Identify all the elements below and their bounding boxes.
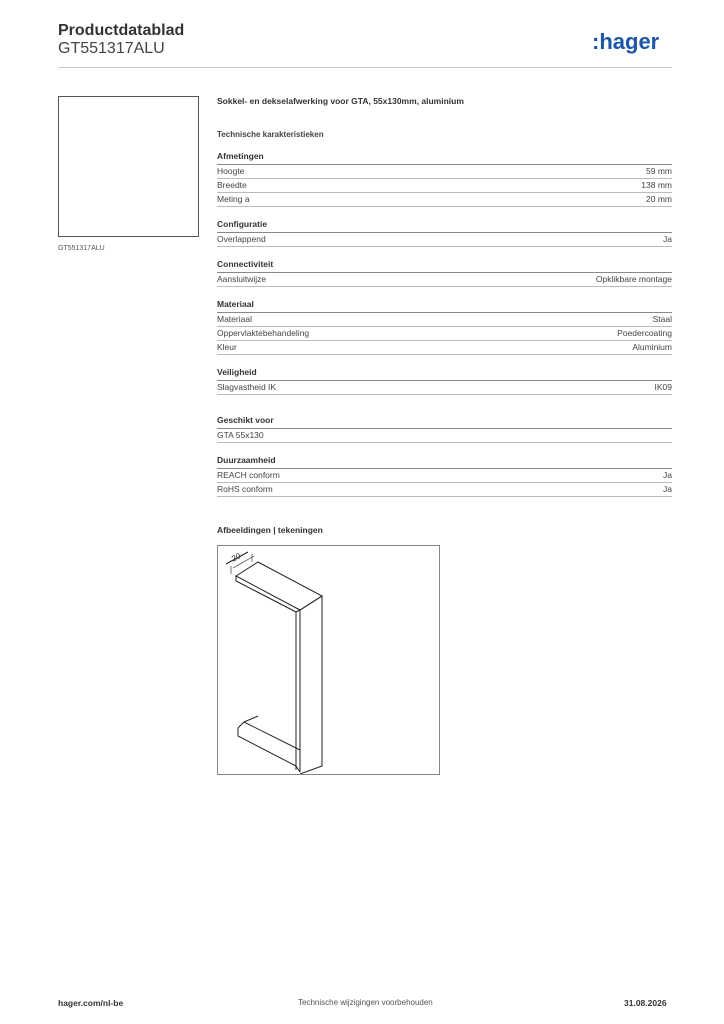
dimension-label: 20 bbox=[230, 551, 243, 564]
spec-group-title: Veiligheid bbox=[217, 367, 672, 381]
spec-group bbox=[217, 259, 672, 287]
spec-group bbox=[217, 367, 672, 395]
spec-group bbox=[217, 455, 672, 497]
spec-group-title: Duurzaamheid bbox=[217, 455, 672, 469]
spec-row bbox=[217, 273, 672, 287]
drawing-svg bbox=[218, 546, 439, 774]
spec-groups bbox=[217, 151, 672, 497]
spec-label: Overlappend bbox=[217, 234, 266, 244]
spec-value: Ja bbox=[663, 234, 672, 244]
technical-drawing bbox=[217, 545, 440, 775]
spec-group bbox=[217, 415, 672, 443]
spec-group bbox=[217, 299, 672, 355]
spec-row bbox=[217, 469, 672, 483]
footer-website[interactable]: hager.com/nl-be bbox=[58, 998, 124, 1008]
header-divider bbox=[58, 67, 672, 68]
spec-value: 20 mm bbox=[646, 194, 672, 204]
spec-row bbox=[217, 429, 672, 443]
footer-date: 31.08.2026 bbox=[624, 998, 667, 1008]
footer-disclaimer: Technische wijzigingen voorbehouden bbox=[298, 998, 433, 1007]
spec-group bbox=[217, 219, 672, 247]
technical-section-title: Technische karakteristieken bbox=[217, 130, 324, 139]
spec-label: RoHS conform bbox=[217, 484, 273, 494]
spec-row bbox=[217, 327, 672, 341]
spec-row bbox=[217, 233, 672, 247]
spec-row bbox=[217, 313, 672, 327]
spec-value: Aluminium bbox=[632, 342, 672, 352]
product-headline: Sokkel- en dekselafwerking voor GTA, 55x130mm, aluminium bbox=[217, 96, 464, 106]
logo-text: :hager bbox=[592, 29, 660, 54]
spec-value: Ja bbox=[663, 484, 672, 494]
spec-label: REACH conform bbox=[217, 470, 280, 480]
spec-row bbox=[217, 179, 672, 193]
spec-group-title: Connectiviteit bbox=[217, 259, 672, 273]
spec-row bbox=[217, 165, 672, 179]
spec-label: Slagvastheid IK bbox=[217, 382, 277, 392]
spec-label: Materiaal bbox=[217, 314, 252, 324]
spec-value: 138 mm bbox=[641, 180, 672, 190]
spec-label: Breedte bbox=[217, 180, 247, 190]
spec-label: Meting a bbox=[217, 194, 250, 204]
spec-row bbox=[217, 193, 672, 207]
spec-row bbox=[217, 483, 672, 497]
spec-value: Poedercoating bbox=[617, 328, 672, 338]
spec-label: Hoogte bbox=[217, 166, 245, 176]
spec-label: Kleur bbox=[217, 342, 237, 352]
spec-value: Ja bbox=[663, 470, 672, 480]
spec-row bbox=[217, 341, 672, 355]
spec-label: Aansluitwijze bbox=[217, 274, 267, 284]
product-code: GT551317ALU bbox=[58, 40, 165, 57]
product-image bbox=[58, 96, 199, 237]
drawings-title: Afbeeldingen | tekeningen bbox=[217, 525, 323, 535]
page-title: Productdatablad bbox=[58, 22, 185, 39]
hager-logo bbox=[592, 28, 676, 58]
spec-group-title: Geschikt voor bbox=[217, 415, 672, 429]
product-details bbox=[217, 96, 672, 497]
spec-group bbox=[217, 151, 672, 207]
spec-label: Oppervlaktebehandeling bbox=[217, 328, 310, 338]
spec-label: GTA 55x130 bbox=[217, 430, 264, 440]
spec-value: IK09 bbox=[654, 382, 672, 392]
spec-group-title: Afmetingen bbox=[217, 151, 672, 165]
spec-value: Staal bbox=[652, 314, 672, 324]
product-image-caption: GT551317ALU bbox=[58, 245, 105, 252]
spec-group-title: Materiaal bbox=[217, 299, 672, 313]
spec-group-title: Configuratie bbox=[217, 219, 672, 233]
spec-value: 59 mm bbox=[646, 166, 672, 176]
spec-row bbox=[217, 381, 672, 395]
spec-value: Opklikbare montage bbox=[595, 274, 672, 284]
